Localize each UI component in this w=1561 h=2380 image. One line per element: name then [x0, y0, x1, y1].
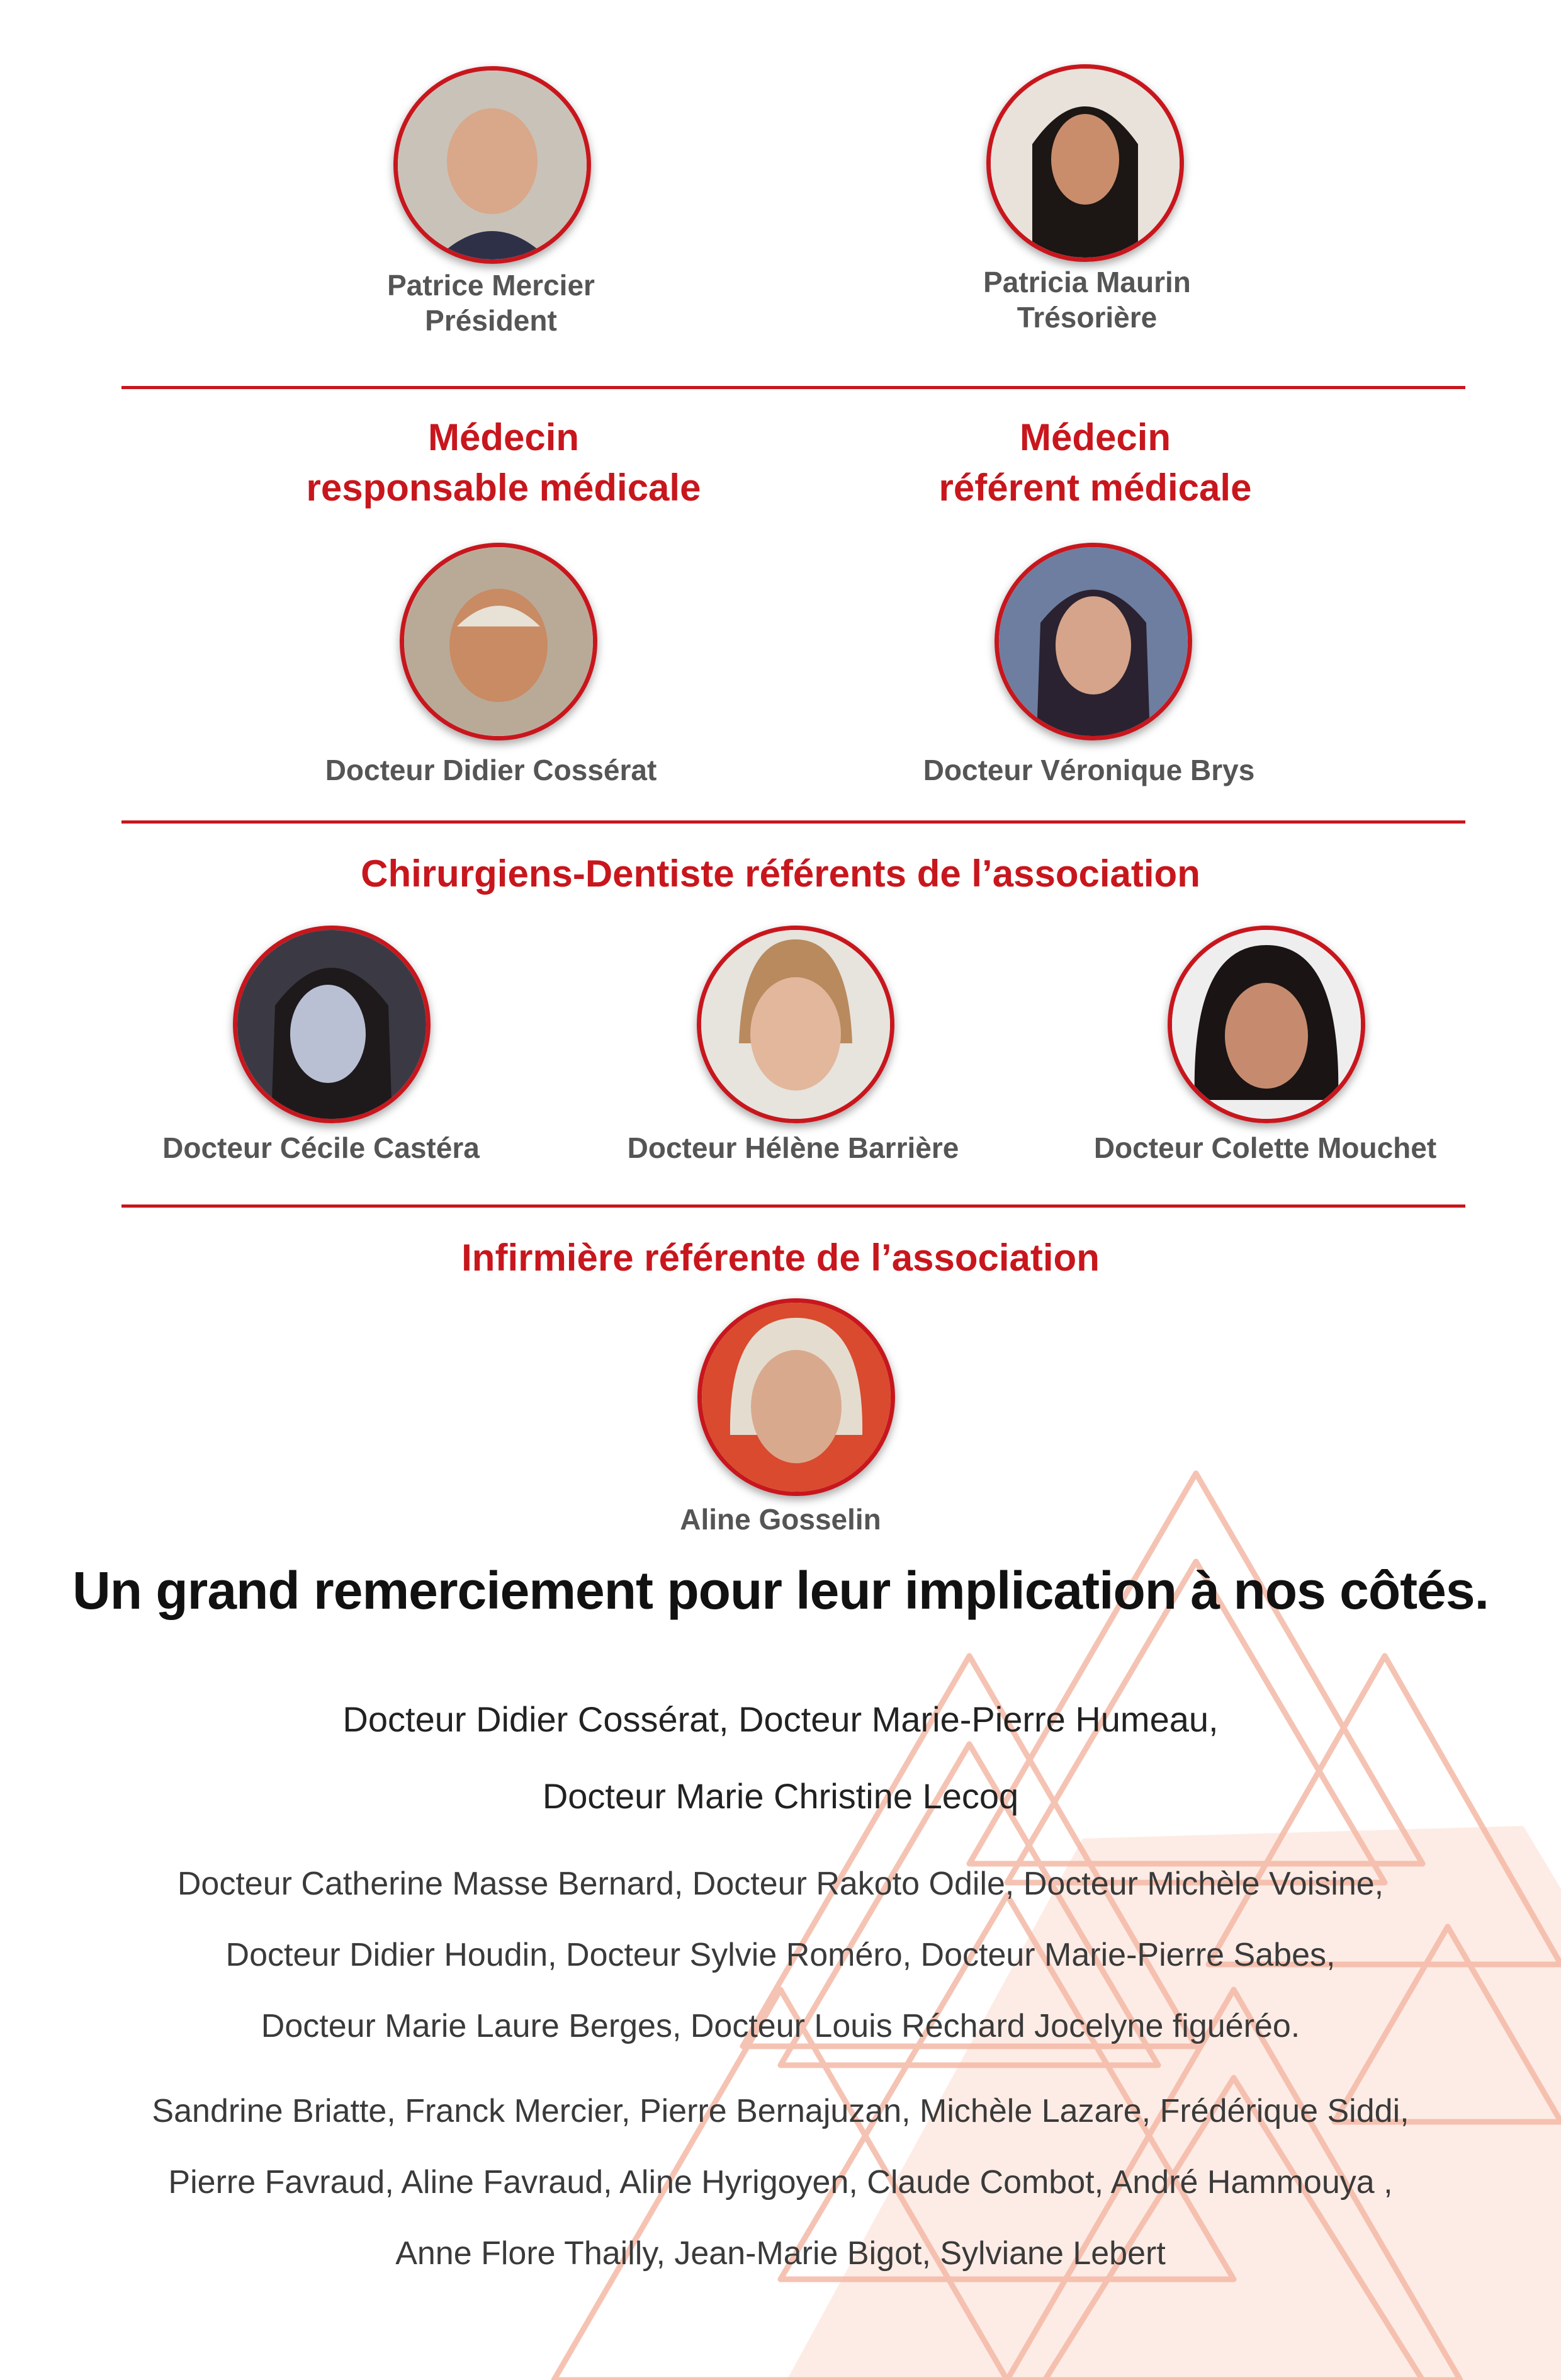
- section-divider: [121, 386, 1465, 389]
- board-member-role: Trésorière: [1017, 301, 1158, 334]
- thanks-group2-line2: Docteur Didier Houdin, Docteur Sylvie Roméro, Docteur Marie-Pierre Sabes,: [225, 1937, 1336, 1973]
- thanks-group1-line2: Docteur Marie Christine Lecoq: [542, 1776, 1019, 1816]
- portrait-photo-icon: [404, 547, 593, 736]
- section-divider: [121, 1204, 1465, 1208]
- thanks-title: Un grand remerciement pour leur implication à nos côtés.: [72, 1561, 1489, 1620]
- portrait-photo-icon: [1172, 930, 1361, 1119]
- thanks-group1-line1: Docteur Didier Cossérat, Docteur Marie-Pierre Humeau,: [342, 1699, 1219, 1739]
- board-member-role: Président: [425, 304, 557, 337]
- portrait-photo-icon: [701, 930, 890, 1119]
- medical-title-left-line2: responsable médicale: [306, 467, 701, 509]
- thanks-group3-line1: Sandrine Briatte, Franck Mercier, Pierre Bernajuzan, Michèle Lazare, Frédérique Siddi,: [152, 2093, 1409, 2129]
- portrait-photo-icon: [702, 1303, 891, 1492]
- medical-title-left-line1: Médecin: [427, 416, 580, 458]
- thanks-group2-line1: Docteur Catherine Masse Bernard, Docteur Rakoto Odile, Docteur Michèle Voisine,: [177, 1866, 1384, 1902]
- nurse-name: Aline Gosselin: [680, 1503, 881, 1536]
- avatar-patrice-mercier: [393, 66, 591, 264]
- avatar-veronique-brys: [995, 543, 1192, 740]
- dentist-name-2: Docteur Hélène Barrière: [627, 1131, 959, 1164]
- board-member-name-2: [898, 264, 1276, 335]
- avatar-cecile-castera: [233, 926, 431, 1123]
- avatar-helene-barriere: [697, 926, 894, 1123]
- nurse-title: Infirmière référente de l’association: [461, 1237, 1100, 1279]
- avatar-colette-mouchet: [1168, 926, 1365, 1123]
- avatar-aline-gosselin: [697, 1298, 895, 1496]
- dentists-title: Chirurgiens-Dentiste référents de l’association: [361, 853, 1200, 895]
- portrait-photo-icon: [237, 930, 426, 1119]
- portrait-photo-icon: [991, 69, 1180, 258]
- board-member-name: Patricia Maurin: [983, 266, 1191, 298]
- thanks-group3-line2: Pierre Favraud, Aline Favraud, Aline Hyrigoyen, Claude Combot, André Hammouya ,: [168, 2164, 1393, 2201]
- section-divider: [121, 820, 1465, 824]
- portrait-photo-icon: [999, 547, 1188, 736]
- thanks-group3-line3: Anne Flore Thailly, Jean-Marie Bigot, Sylviane Lebert: [395, 2235, 1166, 2272]
- dentist-name-3: Docteur Colette Mouchet: [1093, 1131, 1437, 1164]
- dentist-name-1: Docteur Cécile Castéra: [162, 1131, 480, 1164]
- medical-title-right: [843, 412, 1347, 513]
- avatar-didier-cosserat: [400, 543, 597, 740]
- avatar-patricia-maurin: [986, 64, 1184, 262]
- medical-name-left: Docteur Didier Cossérat: [325, 754, 657, 786]
- medical-title-left: [252, 412, 755, 513]
- medical-title-right-line2: référent médicale: [938, 467, 1252, 509]
- thanks-group2-line3: Docteur Marie Laure Berges, Docteur Louis Réchard Jocelyne figuéréo.: [261, 2008, 1300, 2044]
- portrait-photo-icon: [398, 71, 587, 259]
- medical-name-right: Docteur Véronique Brys: [923, 754, 1255, 786]
- medical-title-right-line1: Médecin: [1019, 416, 1171, 458]
- board-member-name-1: [302, 268, 680, 338]
- board-member-name: Patrice Mercier: [387, 269, 595, 302]
